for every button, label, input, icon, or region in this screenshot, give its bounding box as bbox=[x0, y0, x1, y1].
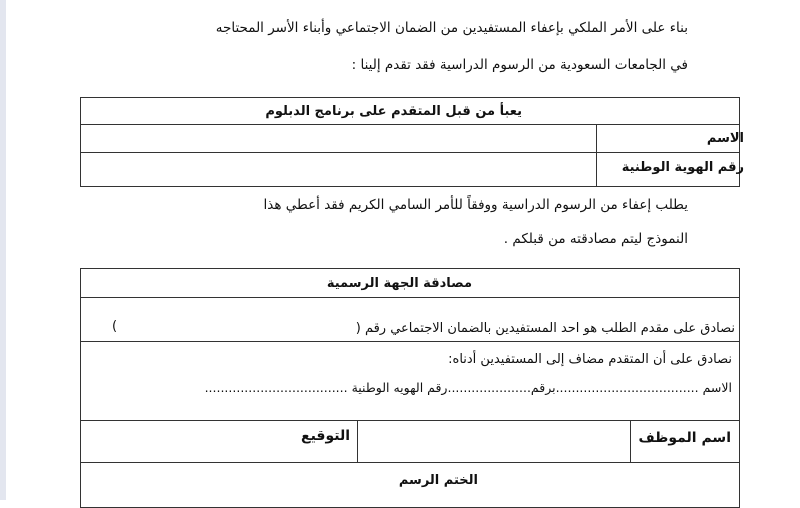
official-stamp-label: الختم الرسم bbox=[398, 473, 478, 488]
national-id-label: رقم الهوية الوطنية bbox=[621, 160, 744, 175]
intro-line-2: في الجامعات السعودية من الرسوم الدراسية فقد تقدم إلينا : bbox=[351, 57, 688, 73]
official-table-divider-2 bbox=[80, 341, 740, 342]
page-edge bbox=[0, 0, 6, 500]
applicant-table-column-divider bbox=[596, 124, 597, 187]
added-beneficiary-text: نصادق على أن المتقدم مضاف إلى المستفيدين أدناه: bbox=[448, 352, 732, 367]
official-table-divider-1 bbox=[80, 297, 740, 298]
certify-close-paren: ) bbox=[112, 319, 118, 334]
official-table-header: مصادقة الجهة الرسمية bbox=[326, 276, 472, 291]
official-table-col-divider-1 bbox=[357, 420, 358, 462]
official-table-divider-4 bbox=[80, 462, 740, 463]
applicant-table-header: يعبأ من قبل المتقدم على برنامج الدبلوم bbox=[265, 104, 522, 119]
request-line-2: النموذج ليتم مصادقته من قبلكم . bbox=[503, 231, 688, 247]
applicant-table-divider-2 bbox=[80, 152, 740, 153]
name-label: الاسم bbox=[706, 131, 744, 146]
intro-line-1: بناء على الأمر الملكي بإعفاء المستفيدين من الضمان الاجتماعي وأبناء الأسر المحتاجه bbox=[215, 20, 688, 36]
certify-text: نصادق على مقدم الطلب هو احد المستفيدين بالضمان الاجتماعي رقم ( bbox=[355, 321, 735, 336]
official-table-col-divider-2 bbox=[630, 420, 631, 462]
signature-label: التوقيع bbox=[301, 428, 350, 444]
applicant-table-divider-1 bbox=[80, 124, 740, 125]
official-table-divider-3 bbox=[80, 420, 740, 421]
request-line-1: يطلب إعفاء من الرسوم الدراسية ووفقاً للأمر السامي الكريم فقد أعطي هذا bbox=[263, 197, 688, 213]
employee-name-label: اسم الموظف bbox=[638, 430, 731, 446]
beneficiary-fields-line: الاسم ....................................برقم.....................رقم الهويه الوطنية .................................... bbox=[204, 380, 732, 395]
